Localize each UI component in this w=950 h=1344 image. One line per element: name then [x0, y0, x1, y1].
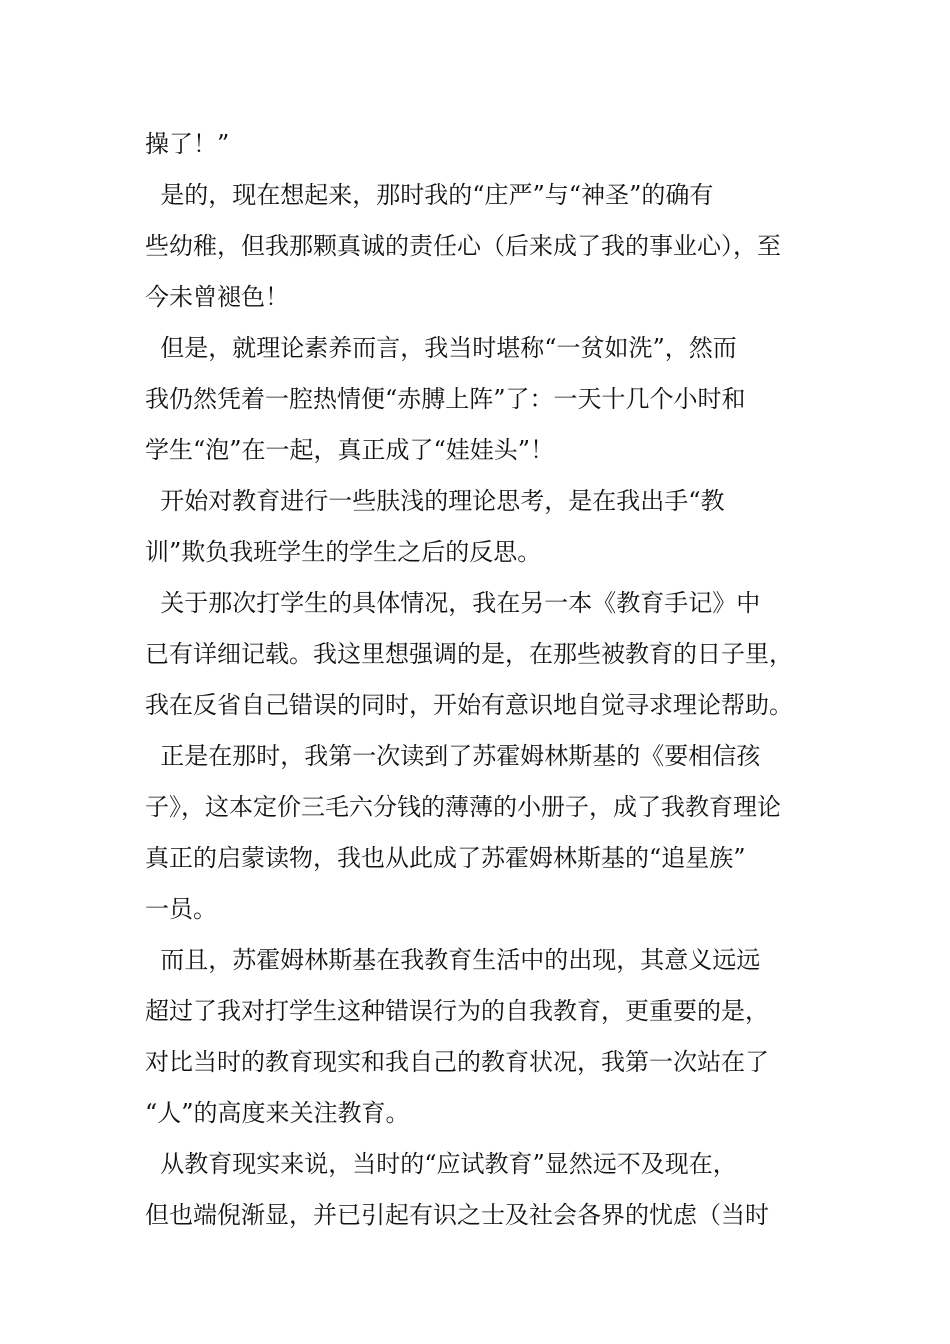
- text-line-1: 操了！”: [145, 130, 230, 158]
- text-line-18: 超过了我对打学生这种错误行为的自我教育，更重要的是，: [145, 997, 769, 1025]
- text-line-20: “人”的高度来关注教育。: [145, 1099, 410, 1127]
- text-line-17: 而且，苏霍姆林斯基在我教育生活中的出现，其意义远远: [145, 946, 761, 974]
- text-line-8: 开始对教育进行一些肤浅的理论思考，是在我出手“教: [145, 487, 725, 515]
- document-body: [145, 126, 817, 1248]
- text-line-3: 些幼稚，但我那颗真诚的责任心（后来成了我的事业心），至: [145, 232, 781, 260]
- text-line-10: 关于那次打学生的具体情况，我在另一本《教育手记》中: [145, 589, 761, 617]
- text-line-13: 正是在那时，我第一次读到了苏霍姆林斯基的《要相信孩: [145, 742, 761, 770]
- text-line-21: 从教育现实来说，当时的“应试教育”显然远不及现在，: [145, 1150, 737, 1178]
- text-line-22: 但也端倪渐显，并已引起有识之士及社会各界的忧虑（当时: [145, 1201, 769, 1229]
- text-line-11: 已有详细记载。我这里想强调的是，在那些被教育的日子里，: [145, 640, 793, 668]
- text-line-5: 但是，就理论素养而言，我当时堪称“一贫如洗”，然而: [145, 334, 737, 362]
- text-line-19: 对比当时的教育现实和我自己的教育状况，我第一次站在了: [145, 1048, 769, 1076]
- text-line-9: 训”欺负我班学生的学生之后的反思。: [145, 538, 542, 566]
- text-line-15: 真正的启蒙读物，我也从此成了苏霍姆林斯基的“追星族”: [145, 844, 746, 872]
- text-line-4: 今未曾褪色！: [145, 283, 289, 311]
- text-line-12: 我在反省自己错误的同时，开始有意识地自觉寻求理论帮助。: [145, 691, 793, 719]
- text-line-6: 我仍然凭着一腔热情便“赤膊上阵”了：一天十几个小时和: [145, 385, 746, 413]
- text-line-2: 是的，现在想起来，那时我的“庄严”与“神圣”的确有: [145, 181, 714, 209]
- text-line-7: 学生“泡”在一起，真正成了“娃娃头”！: [145, 436, 555, 464]
- text-line-16: 一员。: [145, 895, 217, 923]
- text-line-14: 子》，这本定价三毛六分钱的薄薄的小册子，成了我教育理论: [145, 793, 781, 821]
